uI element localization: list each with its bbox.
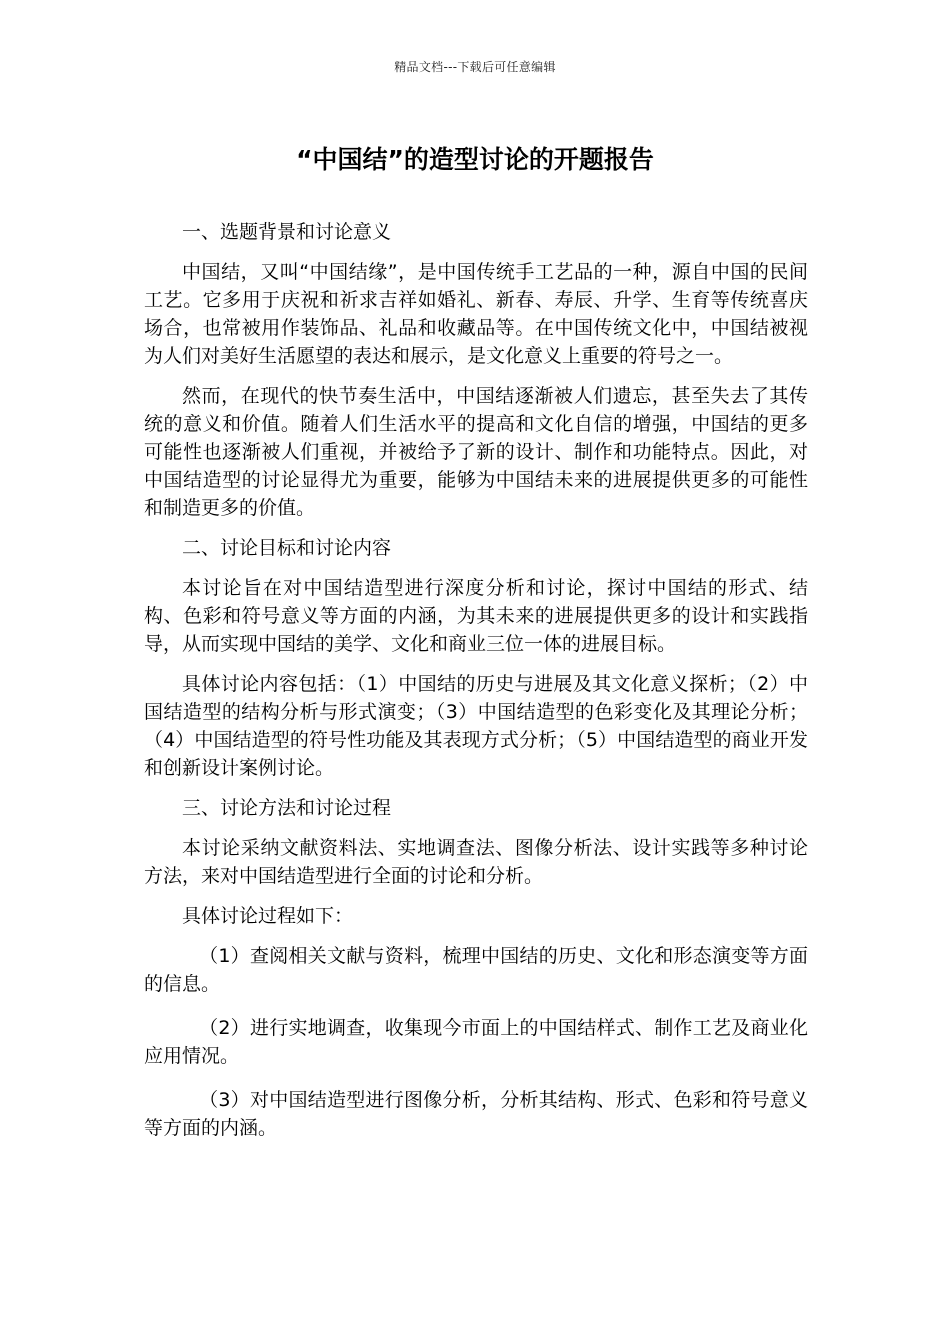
paragraph-methods: 本讨论采纳文献资料法、实地调查法、图像分析法、设计实践等多种讨论方法，来对中国结造型进行全面的讨论和分析。 [144,837,808,887]
section-heading-2: 二、讨论目标和讨论内容 [182,537,392,559]
document-title: “中国结”的造型讨论的开题报告 [296,145,654,174]
section-heading-3: 三、讨论方法和讨论过程 [182,797,392,819]
document-body [144,218,808,1158]
paragraph-contents: 具体讨论内容包括：（1）中国结的历史与进展及其文化意义探析；（2）中国结造型的结构分析与形式演变；（3）中国结造型的色彩变化及其理论分析；（4）中国结造型的符号性功能及其表现方式分析；（5）中国结造型的商业开发和创新设计案例讨论。 [144,673,808,779]
process-step-2: （2）进行实地调查，收集现今市面上的中国结样式、制作工艺及商业化应用情况。 [144,1017,808,1067]
paragraph-background: 中国结，又叫“中国结缘”，是中国传统手工艺品的一种，源自中国的民间工艺。它多用于庆祝和祈求吉祥如婚礼、新春、寿辰、升学、生育等传统喜庆场合，也常被用作装饰品、礼品和收藏品等。在中国传统文化中，中国结被视为人们对美好生活愿望的表达和展示，是文化意义上重要的符号之一。 [144,261,808,367]
paragraph-process-intro: 具体讨论过程如下： [182,905,354,927]
paragraph-objectives: 本讨论旨在对中国结造型进行深度分析和讨论，探讨中国结的形式、结构、色彩和符号意义等方面的内涵，为其未来的进展提供更多的设计和实践指导，从而实现中国结的美学、文化和商业三位一体的进展目标。 [144,577,808,655]
header-note: 精品文档---下载后可任意编辑 [394,60,556,74]
paragraph-significance: 然而，在现代的快节奏生活中，中国结逐渐被人们遗忘，甚至失去了其传统的意义和价值。随着人们生活水平的提高和文化自信的增强，中国结的更多可能性也逐渐被人们重视，并被给予了新的设计、制作和功能特点。因此，对中国结造型的讨论显得尤为重要，能够为中国结未来的进展提供更多的可能性和制造更多的价值。 [144,385,808,519]
section-heading-1: 一、选题背景和讨论意义 [182,221,392,243]
process-step-3: （3）对中国结造型进行图像分析，分析其结构、形式、色彩和符号意义等方面的内涵。 [144,1089,808,1139]
process-step-1: （1）查阅相关文献与资料，梳理中国结的历史、文化和形态演变等方面的信息。 [144,945,808,995]
